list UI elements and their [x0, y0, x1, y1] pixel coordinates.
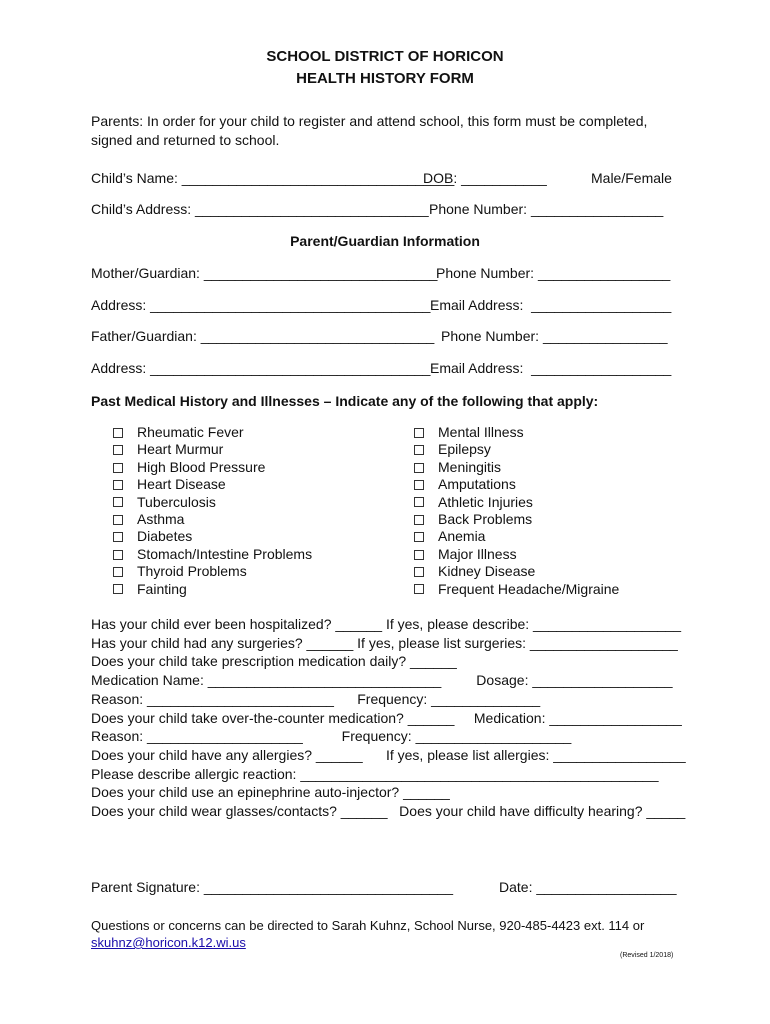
nurse-email-link[interactable]: skuhnz@horicon.k12.wi.us — [91, 935, 246, 950]
checkbox[interactable] — [414, 480, 424, 490]
question-hospitalized[interactable]: Has your child ever been hospitalized? ______ If yes, please describe: ___________________ — [91, 616, 681, 632]
history-item-athletic-injuries[interactable]: Athletic Injuries — [411, 494, 619, 511]
history-item-tuberculosis[interactable]: Tuberculosis — [110, 494, 312, 511]
question-allergic-reaction[interactable]: Please describe allergic reaction: ______________________________________________ — [91, 765, 659, 782]
checkbox[interactable] — [113, 445, 123, 455]
dob-field[interactable]: DOB: ___________ — [423, 170, 547, 186]
question-otc-reason-frequency[interactable]: Reason: ____________________ Frequency: ____________________ — [91, 728, 572, 745]
checkbox[interactable] — [414, 550, 424, 560]
question-allergies[interactable]: Does your child have any allergies? ______ If yes, please list allergies: _________________ — [91, 746, 686, 763]
history-item-headache-migraine[interactable]: Frequent Headache/Migraine — [411, 581, 619, 598]
history-item-amputations[interactable]: Amputations — [411, 476, 619, 493]
history-item-diabetes[interactable]: Diabetes — [110, 528, 312, 545]
form-title-line1: SCHOOL DISTRICT OF HORICON — [266, 48, 504, 65]
history-item-stomach-intestine[interactable]: Stomach/Intestine Problems — [110, 546, 312, 563]
child-phone-field[interactable]: Phone Number: _________________ — [429, 201, 664, 217]
medical-history-heading: Past Medical History and Illnesses – Indicate any of the following that apply: — [91, 393, 599, 409]
form-title-line2: HEALTH HISTORY FORM — [296, 70, 474, 87]
mother-address-field[interactable]: Address: ____________________________________ — [91, 297, 431, 313]
checkbox[interactable] — [113, 515, 123, 525]
checkbox[interactable] — [113, 463, 123, 473]
question-surgeries[interactable]: Has your child had any surgeries? ______ If yes, please list surgeries: ___________________ — [91, 634, 678, 651]
history-item-rheumatic-fever[interactable]: Rheumatic Fever — [110, 424, 312, 441]
checkbox[interactable] — [113, 532, 123, 542]
question-glasses-hearing[interactable]: Does your child wear glasses/contacts? ______ Does your child have difficulty hearing? _____ — [91, 803, 686, 820]
father-email-field[interactable]: Email Address: __________________ — [430, 360, 672, 376]
history-item-major-illness[interactable]: Major Illness — [411, 546, 619, 563]
checkbox[interactable] — [414, 532, 424, 542]
history-item-kidney-disease[interactable]: Kidney Disease — [411, 563, 619, 580]
checkbox[interactable] — [414, 463, 424, 473]
history-item-thyroid[interactable]: Thyroid Problems — [110, 563, 312, 580]
question-epinephrine[interactable]: Does your child use an epinephrine auto-injector? ______ — [91, 784, 450, 801]
history-item-high-blood-pressure[interactable]: High Blood Pressure — [110, 459, 312, 476]
intro-text-line1: Parents: In order for your child to register and attend school, this form must be completed, — [91, 113, 648, 129]
checkbox[interactable] — [113, 567, 123, 577]
checkbox[interactable] — [414, 428, 424, 438]
history-item-fainting[interactable]: Fainting — [110, 581, 312, 598]
sex-field[interactable]: Male/Female — [591, 170, 672, 186]
history-item-back-problems[interactable]: Back Problems — [411, 511, 619, 528]
question-prescription[interactable]: Does your child take prescription medication daily? ______ — [91, 653, 457, 670]
checkbox[interactable] — [414, 584, 424, 594]
guardian-heading: Parent/Guardian Information — [290, 233, 480, 249]
child-name-field[interactable]: Child’s Name: ___________________________________ — [91, 170, 455, 186]
question-medication-name[interactable]: Medication Name: ______________________________ Dosage: __________________ — [91, 672, 673, 689]
question-reason-frequency[interactable]: Reason: ________________________ Frequency: ______________ — [91, 690, 541, 707]
history-item-asthma[interactable]: Asthma — [110, 511, 312, 528]
mother-phone-field[interactable]: Phone Number: _________________ — [436, 265, 671, 281]
checkbox[interactable] — [113, 480, 123, 490]
checkbox[interactable] — [113, 428, 123, 438]
checkbox[interactable] — [414, 445, 424, 455]
signature-date-field[interactable]: Date: __________________ — [499, 879, 677, 895]
child-address-field[interactable]: Child’s Address: ______________________________ — [91, 201, 429, 217]
history-item-heart-disease[interactable]: Heart Disease — [110, 476, 312, 493]
mother-guardian-field[interactable]: Mother/Guardian: ______________________________ — [91, 265, 438, 281]
revision-note: (Revised 1/2018) — [620, 952, 674, 959]
father-guardian-field[interactable]: Father/Guardian: ______________________________ — [91, 328, 435, 344]
checkbox[interactable] — [414, 515, 424, 525]
history-item-epilepsy[interactable]: Epilepsy — [411, 441, 619, 458]
mother-email-field[interactable]: Email Address: __________________ — [430, 297, 672, 313]
checkbox[interactable] — [414, 497, 424, 507]
history-item-mental-illness[interactable]: Mental Illness — [411, 424, 619, 441]
checkbox[interactable] — [113, 550, 123, 560]
history-item-anemia[interactable]: Anemia — [411, 528, 619, 545]
contact-text: Questions or concerns can be directed to Sarah Kuhnz, School Nurse, 920-485-4423 ext. 114 or — [91, 918, 645, 933]
intro-text-line2: signed and returned to school. — [91, 132, 280, 148]
history-item-heart-murmur[interactable]: Heart Murmur — [110, 441, 312, 458]
father-phone-field[interactable]: Phone Number: ________________ — [441, 328, 668, 344]
checkbox[interactable] — [113, 584, 123, 594]
history-item-meningitis[interactable]: Meningitis — [411, 459, 619, 476]
checkbox[interactable] — [414, 567, 424, 577]
question-otc-medication[interactable]: Does your child take over-the-counter medication? ______ Medication: _________________ — [91, 709, 682, 726]
checkbox[interactable] — [113, 497, 123, 507]
father-address-field[interactable]: Address: ____________________________________ — [91, 360, 431, 376]
parent-signature-field[interactable]: Parent Signature: ________________________________ — [91, 879, 454, 895]
history-list-right — [411, 424, 619, 598]
history-list-left — [110, 424, 312, 598]
questions-block — [91, 615, 686, 821]
